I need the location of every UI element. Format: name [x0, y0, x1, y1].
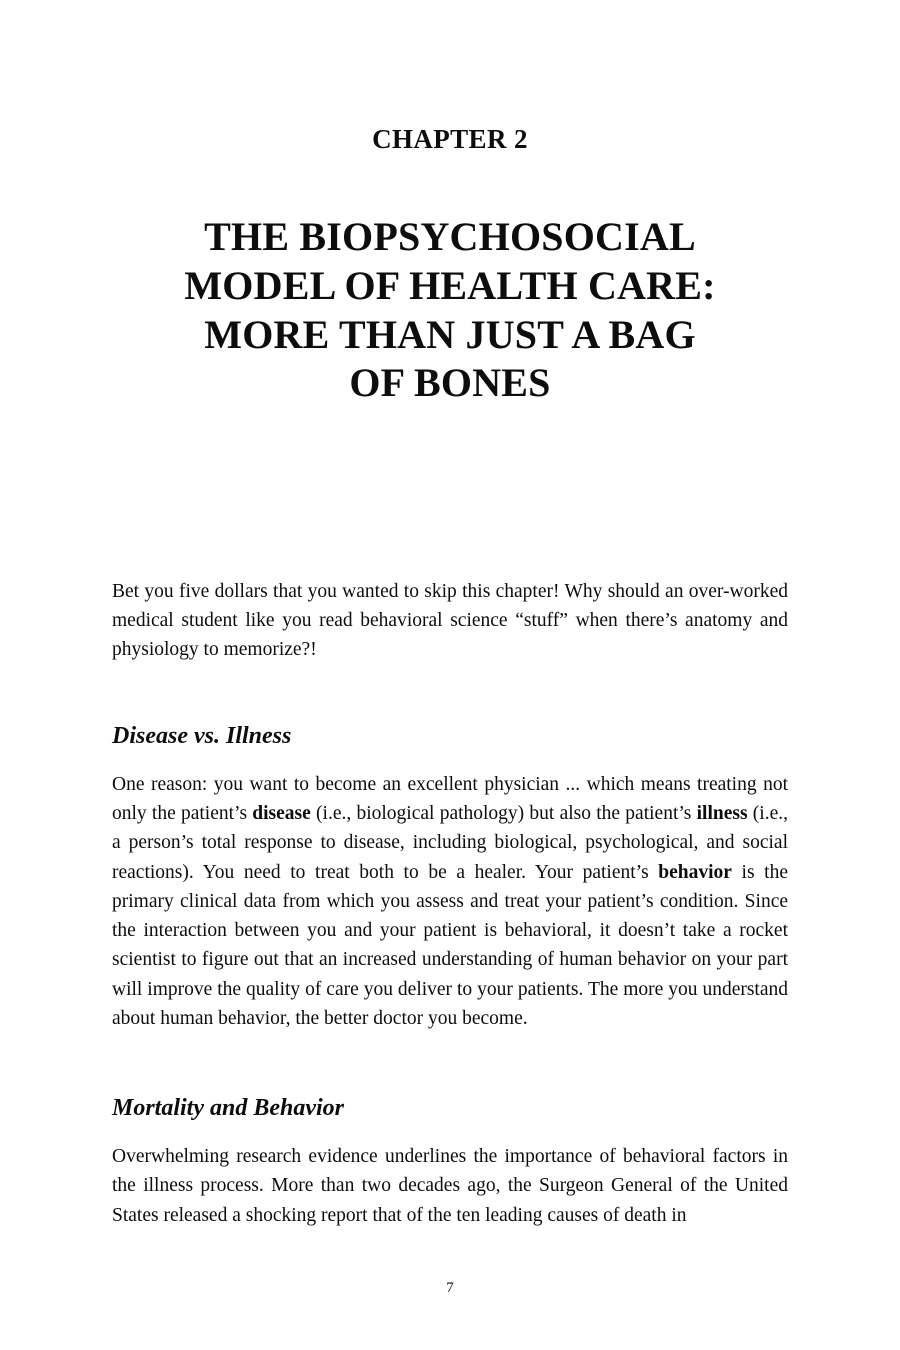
section-heading-mortality-and-behavior: Mortality and Behavior: [112, 1095, 345, 1122]
section-paragraph-mortality-and-behavior: Overwhelming research evidence underlines the importance of behavioral factors in the illness process. More than two decades ago, the Surgeon General of the United States released a shocking report that of the ten leading causes of death in: [112, 1146, 788, 1226]
page-number: 7: [446, 1280, 454, 1296]
chapter-title: [112, 213, 788, 408]
chapter-title-line-3: MORE THAN JUST A BAG: [204, 311, 696, 357]
section-paragraph-disease-vs-illness: One reason: you want to become an excellent physician ... which means treating not only the patient’s disease (i.e., biological pathology) but also the patient’s illness (i.e., a person’s total response to disease, including biological, psychological, and social reactions). You need to treat both to be a healer. Your patient’s behavior is the primary clinical data from which you assess and treat your patient’s condition. Since the interaction between you and your patient is behavioral, it doesn’t take a rocket scientist to figure out that an increased understanding of human behavior on your part will improve the quality of care you deliver to your patients. The more you understand about human behavior, the better doctor you become.: [112, 773, 788, 1029]
intro-paragraph: Bet you five dollars that you wanted to skip this chapter! Why should an over-worked medical student like you read behavioral science “stuff” when there’s anatomy and physiology to memorize?!: [112, 581, 788, 660]
chapter-label: CHAPTER 2: [372, 124, 528, 154]
section-heading-disease-vs-illness: Disease vs. Illness: [112, 722, 292, 749]
chapter-title-line-2: MODEL OF HEALTH CARE:: [184, 262, 716, 308]
chapter-title-line-4: OF BONES: [349, 360, 551, 406]
page-content: [112, 0, 788, 1249]
chapter-title-line-1: THE BIOPSYCHOSOCIAL: [204, 214, 696, 259]
